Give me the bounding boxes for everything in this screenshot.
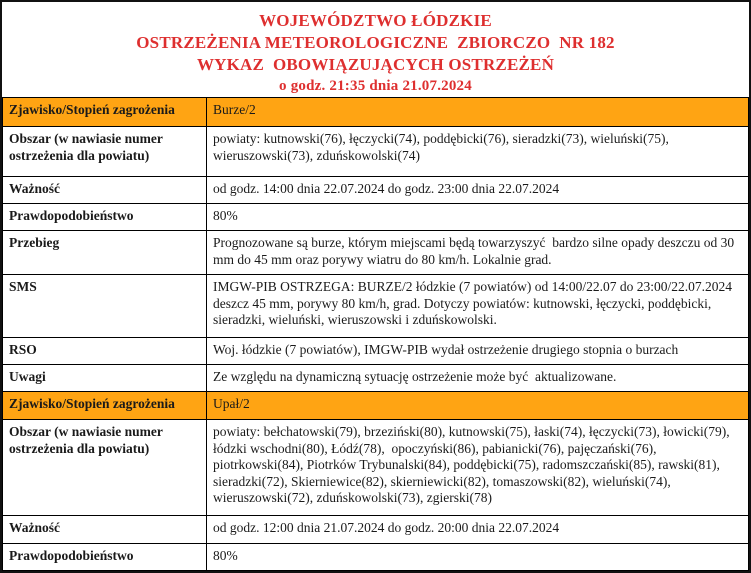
bulletin-header: [2, 2, 749, 97]
table-row-rso-1: [3, 338, 749, 365]
row-label: Ważność: [3, 516, 207, 544]
title-bulletin-number: OSTRZEŻENIA METEOROLOGICZNE ZBIORCZO NR 182: [136, 33, 615, 52]
row-label: RSO: [3, 338, 207, 365]
row-value: IMGW-PIB OSTRZEGA: BURZE/2 łódzkie (7 powiatów) od 14:00/22.07 do 23:00/22.07.2024 deszcz 45 mm, porywy 80 km/h, grad. Dotyczy powiatów: kutnowski, łęczycki, poddębicki, sieradzki, wieluński, wieruszowski i zduńskowolski.: [207, 275, 749, 338]
row-value: 80%: [207, 204, 749, 231]
row-label: Uwagi: [3, 365, 207, 392]
title-issue-time: o godz. 21:35 dnia 21.07.2024: [279, 78, 472, 94]
row-value: Upał/2: [207, 392, 749, 420]
table-row-probability-1: [3, 204, 749, 231]
table-row-phenomenon-2: [3, 392, 749, 420]
table-row-probability-2: [3, 544, 749, 571]
row-label: Ważność: [3, 177, 207, 204]
row-value: od godz. 12:00 dnia 21.07.2024 do godz. 20:00 dnia 22.07.2024: [207, 516, 749, 544]
row-value: 80%: [207, 544, 749, 571]
row-label: Obszar (w nawiasie numer ostrzeżenia dla powiatu): [3, 127, 207, 177]
table-row-area-2: [3, 420, 749, 516]
table-row-validity-1: [3, 177, 749, 204]
row-label: Zjawisko/Stopień zagrożenia: [3, 98, 207, 127]
warnings-table: [2, 97, 749, 571]
table-row-sms-1: [3, 275, 749, 338]
row-label: Prawdopodobieństwo: [3, 544, 207, 571]
table-row-phenomenon-1: [3, 98, 749, 127]
row-label: Zjawisko/Stopień zagrożenia: [3, 392, 207, 420]
row-value: Ze względu na dynamiczną sytuację ostrzeżenie może być aktualizowane.: [207, 365, 749, 392]
row-value: Woj. łódzkie (7 powiatów), IMGW-PIB wydał ostrzeżenie drugiego stopnia o burzach: [207, 338, 749, 365]
title-warning-list: WYKAZ OBOWIĄZUJĄCYCH OSTRZEŻEŃ: [196, 55, 555, 74]
row-value: powiaty: kutnowski(76), łęczycki(74), poddębicki(76), sieradzki(73), wieluński(75), wieruszowski(73), zduńskowolski(74): [207, 127, 749, 177]
row-label: Przebieg: [3, 231, 207, 275]
title-voivodeship: WOJEWÓDZTWO ŁÓDZKIE: [259, 11, 492, 30]
table-row-validity-2: [3, 516, 749, 544]
row-value: od godz. 14:00 dnia 22.07.2024 do godz. 23:00 dnia 22.07.2024: [207, 177, 749, 204]
row-value: powiaty: bełchatowski(79), brzeziński(80), kutnowski(75), łaski(74), łęczycki(73), łowicki(79), łódzki wschodni(80), Łódź(78), opoczyński(86), pabianicki(76), pajęczański(76), piotrkowski(84), Piotrków Trybunalski(84), poddębicki(75), radomszczański(85), rawski(81), sieradzki(72), Skierniewice(82), skierniewicki(82), tomaszowski(82), wieluński(74), wieruszowski(72), zduńskowolski(73), zgierski(78): [207, 420, 749, 516]
row-label: Obszar (w nawiasie numer ostrzeżenia dla powiatu): [3, 420, 207, 516]
table-row-area-1: [3, 127, 749, 177]
row-label: Prawdopodobieństwo: [3, 204, 207, 231]
row-value: Burze/2: [207, 98, 749, 127]
table-row-remarks-1: [3, 365, 749, 392]
row-value: Prognozowane są burze, którym miejscami będą towarzyszyć bardzo silne opady deszczu od 30 mm do 45 mm oraz porywy wiatru do 80 km/h. Lokalnie grad.: [207, 231, 749, 275]
row-label: SMS: [3, 275, 207, 338]
table-row-course-1: [3, 231, 749, 275]
